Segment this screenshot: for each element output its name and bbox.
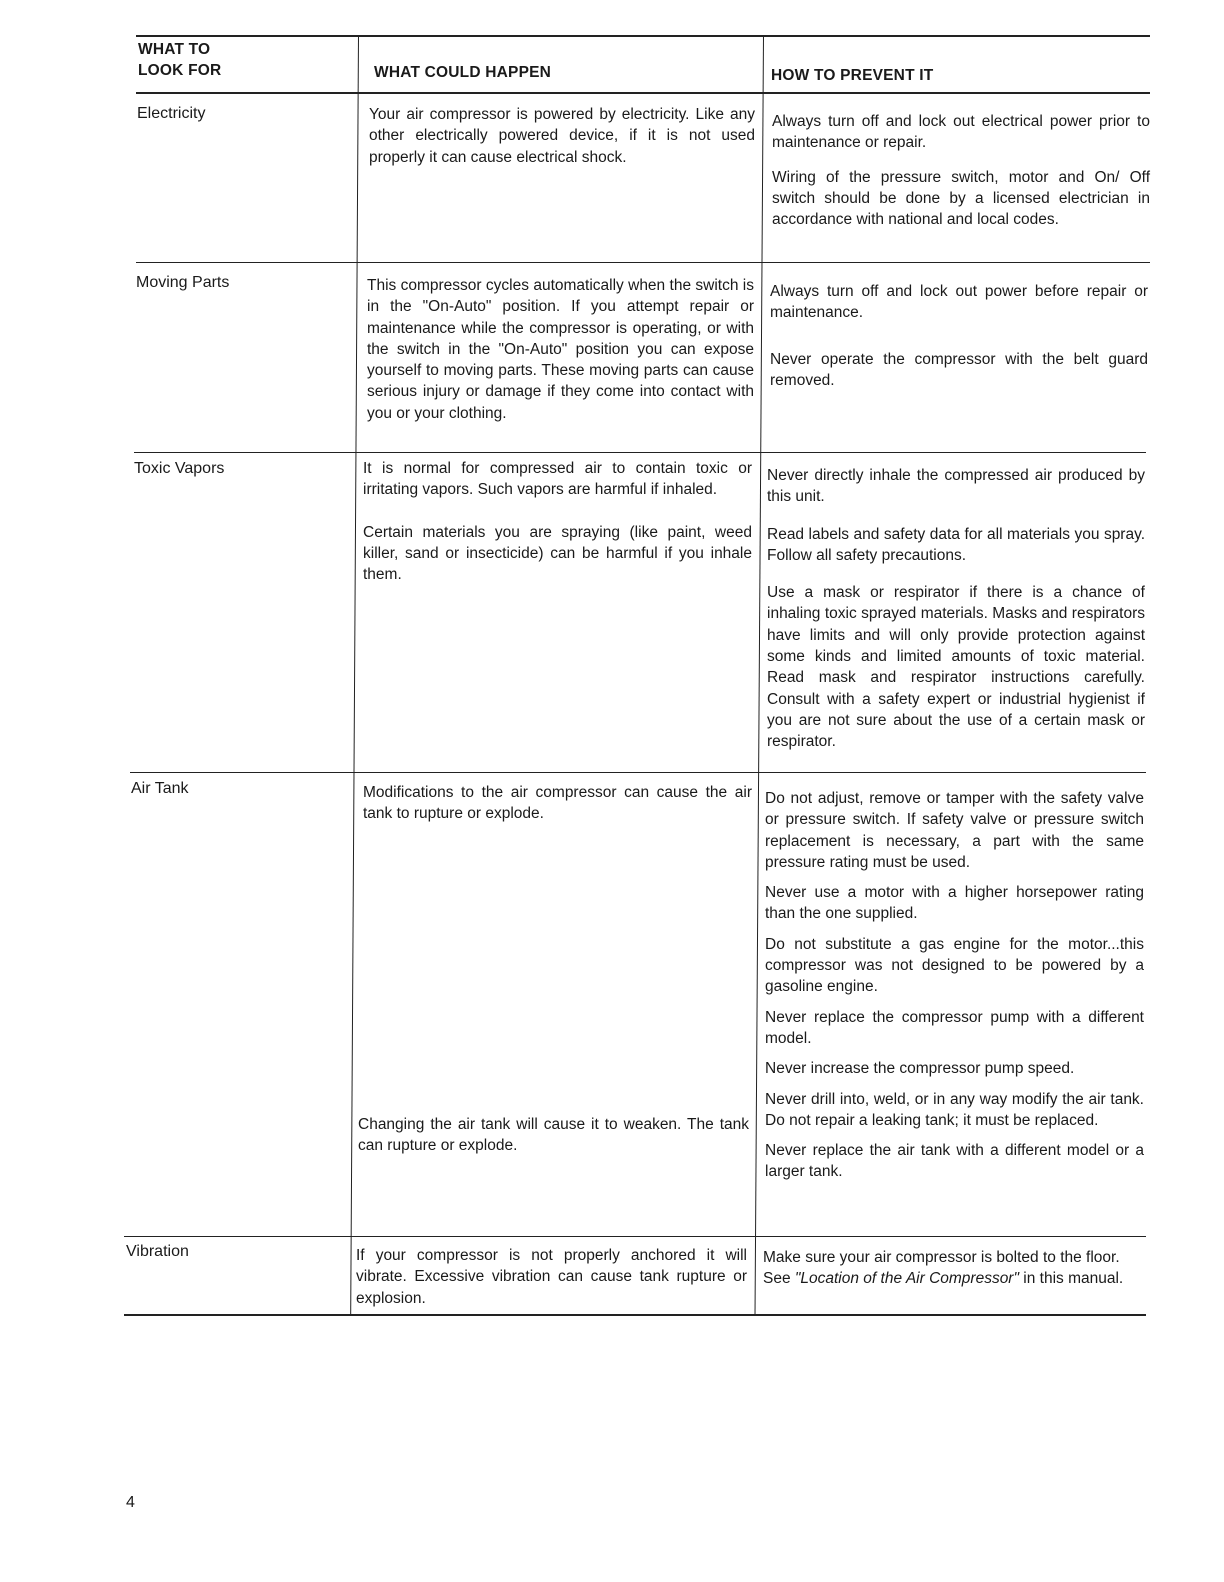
happen-cell-moving-parts <box>367 275 754 424</box>
prevent-cell-air-tank <box>765 788 1144 1183</box>
prevent-text: Wiring of the pressure switch, motor and On/ Off switch should be done by a licensed electrician in accordance with national and local codes. <box>772 168 1150 229</box>
prevent-cell-moving-parts <box>770 281 1148 391</box>
prevent-text: Never drill into, weld, or in any way modify the air tank. Do not repair a leaking tank; it must be replaced. <box>765 1090 1144 1129</box>
table-top-rule <box>136 35 1150 37</box>
happen-cell-air-tank-changing <box>358 1114 749 1157</box>
prevent-text: Do not substitute a gas engine for the motor...this compressor was not designed to be powered by a gasoline engine. <box>765 935 1144 996</box>
happen-cell-electricity <box>369 104 755 168</box>
prevent-text: Do not adjust, remove or tamper with the safety valve or pressure switch. If safety valve or pressure switch replacement is necessary, a part with the same pressure rating must be used. <box>765 790 1144 871</box>
table-bottom-rule <box>124 1314 1146 1316</box>
happen-text: It is normal for compressed air to contain toxic or irritating vapors. Such vapors are harmful if inhaled. <box>363 460 752 499</box>
prevent-text: Use a mask or respirator if there is a chance of inhaling toxic sprayed materials. Masks and respirators have limits and will only provide protection against some kinds and limited amounts of toxic material. Read mask and respirator instructions carefully. Consult with a safety expert or industrial hygienist if you are not sure about the use of a certain mask or respirator. <box>767 584 1145 751</box>
hazard-label-electricity: Electricity <box>137 105 206 122</box>
hazard-label-air-tank: Air Tank <box>131 780 189 797</box>
happen-text: Changing the air tank will cause it to weaken. The tank can rupture or explode. <box>358 1116 749 1155</box>
prevent-text: Never replace the air tank with a different model or a larger tank. <box>765 1142 1144 1181</box>
header-what-could-happen: WHAT COULD HAPPEN <box>374 64 552 81</box>
hazard-label-toxic-vapors: Toxic Vapors <box>134 460 225 477</box>
happen-text: If your compressor is not properly anchored it will vibrate. Excessive vibration can cause tank rupture or explosion. <box>356 1247 747 1307</box>
happen-text: Certain materials you are spraying (like paint, weed killer, sand or insecticide) can be harmful if you inhale them. <box>363 523 752 584</box>
prevent-cell-electricity <box>772 111 1150 230</box>
row-divider-air-tank <box>130 772 1146 773</box>
prevent-cell-vibration <box>763 1247 1141 1290</box>
prevent-text: Never operate the compressor with the belt guard removed. <box>770 350 1148 389</box>
happen-cell-air-tank-modifications <box>363 782 752 825</box>
happen-cell-vibration <box>356 1245 747 1309</box>
header-bottom-rule <box>136 92 1150 94</box>
happen-text: Modifications to the air compressor can cause the air tank to rupture or explode. <box>363 784 752 823</box>
prevent-cell-toxic-vapors <box>767 465 1145 753</box>
header-what-to-look-for: WHAT TO LOOK FOR <box>138 41 222 79</box>
column-divider-right <box>755 35 764 1314</box>
prevent-text: Always turn off and lock out power before repair or maintenance. <box>770 283 1148 322</box>
row-divider-moving-parts <box>136 262 1150 263</box>
happen-text: Your air compressor is powered by electricity. Like any other electrically powered device, if it is not used properly it can cause electrical shock. <box>369 106 755 166</box>
header-how-to-prevent: HOW TO PREVENT IT <box>771 67 934 84</box>
manual-section-reference: "Location of the Air Compressor" <box>794 1270 1019 1288</box>
happen-cell-toxic-vapors <box>363 458 752 585</box>
happen-text: This compressor cycles automatically when the switch is in the "On-Auto" position. If you attempt repair or maintenance while the compressor is operating, or with the switch in the "On-Auto" position you can expose yourself to moving parts. These moving parts can cause serious injury or damage if they come into contact with you or your clothing. <box>367 277 754 422</box>
prevent-text: Never use a motor with a higher horsepower rating than the one supplied. <box>765 884 1144 923</box>
prevent-text: Never increase the compressor pump speed. <box>765 1060 1075 1078</box>
row-divider-vibration <box>124 1236 1146 1237</box>
row-divider-toxic-vapors <box>134 452 1146 453</box>
prevent-text: Never directly inhale the compressed air produced by this unit. <box>767 467 1145 506</box>
prevent-text: Never replace the compressor pump with a different model. <box>765 1008 1144 1047</box>
hazard-label-moving-parts: Moving Parts <box>136 274 230 291</box>
hazard-label-vibration: Vibration <box>126 1243 189 1260</box>
prevent-text: Read labels and safety data for all materials you spray. Follow all safety precautions. <box>767 525 1145 564</box>
prevent-text: Make sure your air compressor is bolted to the floor. See "Location of the Air Compressor" in this manual. <box>763 1249 1124 1288</box>
page-number: 4 <box>126 1494 135 1511</box>
prevent-text: Always turn off and lock out electrical power prior to maintenance or repair. <box>772 113 1150 152</box>
